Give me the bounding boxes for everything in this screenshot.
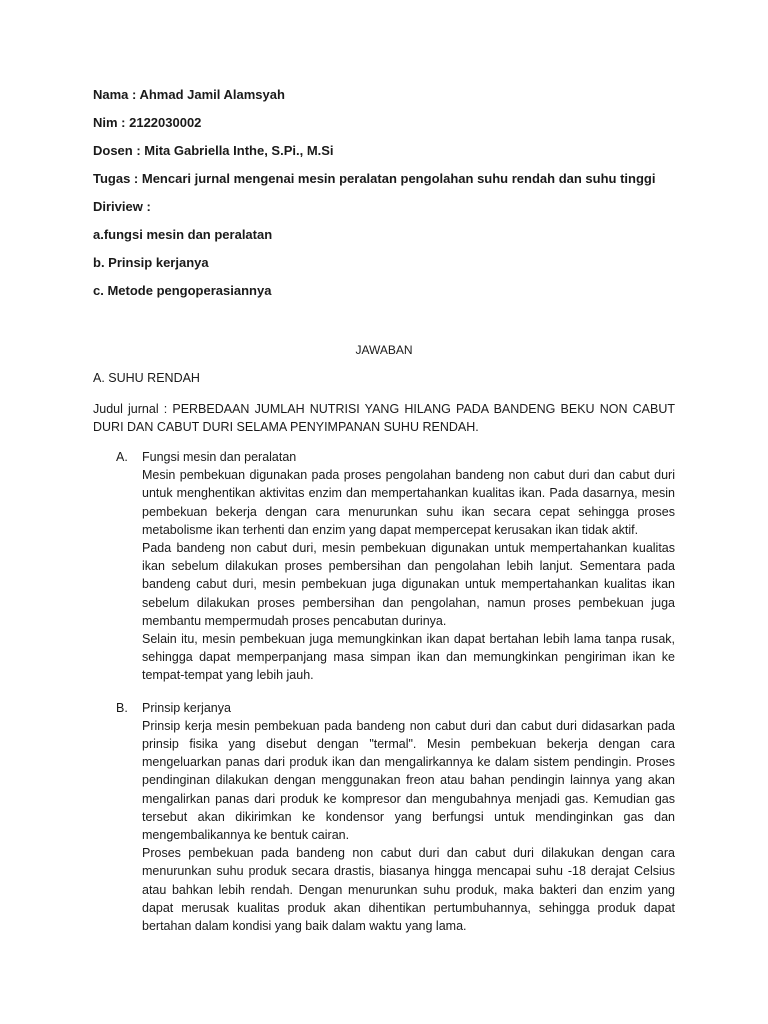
student-name: Nama : Ahmad Jamil Alamsyah (93, 87, 285, 102)
list-item-principle (93, 699, 675, 936)
section-heading: A. SUHU RENDAH (93, 371, 200, 385)
list-item-function (93, 448, 675, 685)
list-item-title: Prinsip kerjanya (142, 700, 231, 715)
review-point-b: b. Prinsip kerjanya (93, 255, 209, 270)
paragraph: Mesin pembekuan digunakan pada proses pengolahan bandeng non cabut duri dan cabut duri untuk menghentikan aktivitas enzim dan mempertahankan kualitas ikan. Pada dasarnya, mesin pembekuan bekerja dengan cara menurunkan suhu ikan secara cepat sehingga proses metabolisme ikan terhenti dan enzim yang dapat mempercepat kerusakan ikan tidak aktif. (142, 468, 675, 537)
review-label: Diriview : (93, 199, 151, 214)
list-item-title: Fungsi mesin dan peralatan (142, 450, 297, 464)
list-item-content (142, 448, 675, 685)
list-marker: A. (116, 450, 128, 464)
lecturer-name: Dosen : Mita Gabriella Inthe, S.Pi., M.Si (93, 143, 334, 158)
list-item-content (142, 699, 675, 936)
paragraph: Selain itu, mesin pembekuan juga memungkinkan ikan dapat bertahan lebih lama tanpa rusak, sehingga dapat memperpanjang masa simpan ikan dan memungkinkan pengiriman ikan ke tempat-tempat yang lebih jauh. (142, 632, 675, 683)
answer-title: JAWABAN (355, 343, 413, 357)
review-point-c: c. Metode pengoperasiannya (93, 283, 272, 298)
assignment-task: Tugas : Mencari jurnal mengenai mesin peralatan pengolahan suhu rendah dan suhu tinggi (93, 171, 656, 186)
paragraph: Pada bandeng non cabut duri, mesin pembekuan digunakan untuk mempertahankan kualitas ikan sebelum dilakukan proses pembersihan dan pengolahan lebih lanjut. Sementara pada bandeng cabut duri, mesin pembekuan juga digunakan untuk mempertahankan kualitas ikan sebelum dilakukan proses pembersihan dan pengolahan, namun proses pembekuan juga membantu mempermudah proses pencabutan durinya. (142, 541, 675, 628)
paragraph: Prinsip kerja mesin pembekuan pada bandeng non cabut duri dan cabut duri didasarkan pada prinsip fisika yang disebut dengan "termal". Mesin pembekuan bekerja dengan cara mengeluarkan panas dari produk ikan dan mengalirkannya ke dalam sistem pendingin. Proses pendinginan dilakukan dengan menggunakan freon atau bahan pendingin lainnya yang akan mengalirkan panas dari produk ke kompresor dan mengubahnya menjadi gas. Kemudian gas tersebut akan dikirimkan ke kondensor yang berfungsi untuk mendinginkan gas dan mengembalikannya ke bentuk cairan. (142, 718, 675, 843)
review-point-a: a.fungsi mesin dan peralatan (93, 227, 273, 242)
paragraph: Proses pembekuan pada bandeng non cabut duri dan cabut duri dilakukan dengan cara menurunkan suhu produk secara drastis, biasanya hingga mencapai suhu -18 derajat Celsius atau bahkan lebih rendah. Dengan menurunkan suhu produk, maka bakteri dan enzim yang dapat merusak kualitas produk akan dihentikan pertumbuhannya, sehingga produk dapat bertahan dalam kondisi yang baik dalam waktu yang lama. (142, 846, 675, 934)
journal-title: Judul jurnal : PERBEDAAN JUMLAH NUTRISI YANG HILANG PADA BANDENG BEKU NON CABUT DURI DAN CABUT DURI SELAMA PENYIMPANAN SUHU RENDAH. (93, 402, 675, 434)
list-marker: B. (116, 700, 128, 715)
student-nim: Nim : 2122030002 (93, 115, 202, 130)
answer-list (93, 448, 675, 935)
